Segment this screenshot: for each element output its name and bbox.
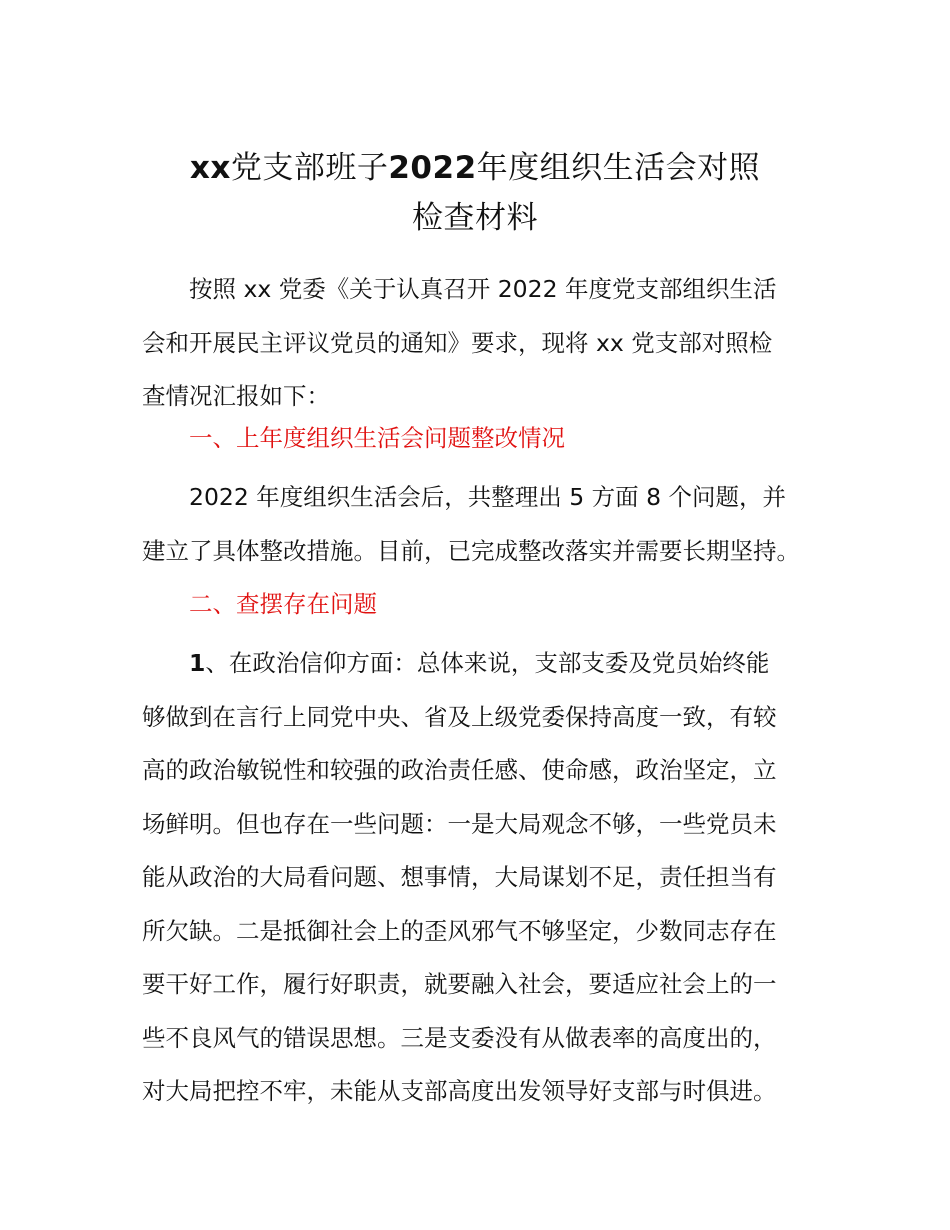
item-1-line-1 [142,637,822,691]
document-title-line-1 [100,146,850,190]
item-1-line-3: 高的政治敏锐性和较强的政治责任感、使命感，政治坚定，立 [142,756,777,784]
title-part-a: 党支部班子 [230,150,389,186]
section-2-item-1-paragraph [142,637,822,1119]
item-1-line-7: 要干好工作，履行好职责，就要融入社会，要适应社会上的一 [142,970,777,998]
section-2-heading-block [142,578,822,632]
section-1-line-1: 2022 年度组织生活会后，共整理出 5 方面 8 个问题，并 [189,483,787,511]
section-1-heading-block [142,412,822,466]
intro-line-2: 会和开展民主评议党员的通知》要求，现将 xx 党支部对照检 [142,328,773,357]
item-1-line-6: 所欠缺。二是抵御社会上的歪风邪气不够坚定，少数同志存在 [142,916,777,945]
item-1-line-9: 对大局把控不牢，未能从支部高度出发领导好支部与时俱进。 [142,1077,777,1105]
title-year: 2022 [388,150,477,186]
item-1-number: 1 [189,649,206,677]
section-2-heading: 二、查摆存在问题 [189,590,377,618]
intro-paragraph [142,263,822,424]
document-title-line-2 [100,196,850,240]
item-1-line-1-text: 、在政治信仰方面：总体来说，支部支委及党员始终能 [205,649,770,677]
intro-line-1: 按照 xx 党委《关于认真召开 2022 年度党支部组织生活 [189,275,777,303]
item-1-line-2: 够做到在言行上同党中央、省及上级党委保持高度一致，有较 [142,702,777,731]
item-1-line-4: 场鲜明。但也存在一些问题：一是大局观念不够，一些党员未 [142,809,777,838]
title-part-b: 年度组织生活会对照 [476,150,761,186]
section-1-heading: 一、上年度组织生活会问题整改情况 [189,424,565,452]
intro-line-3: 查情况汇报如下： [142,382,330,410]
item-1-line-8: 些不良风气的错误思想。三是支委没有从做表率的高度出的， [142,1023,777,1052]
section-1-paragraph [142,471,822,578]
section-1-line-2: 建立了具体整改措施。目前，已完成整改落实并需要长期坚持。 [142,536,800,565]
title-line-2-text: 检查材料 [412,200,538,236]
item-1-line-5: 能从政治的大局看问题、想事情，大局谋划不足，责任担当有 [142,863,777,891]
title-prefix: xx [189,150,231,186]
